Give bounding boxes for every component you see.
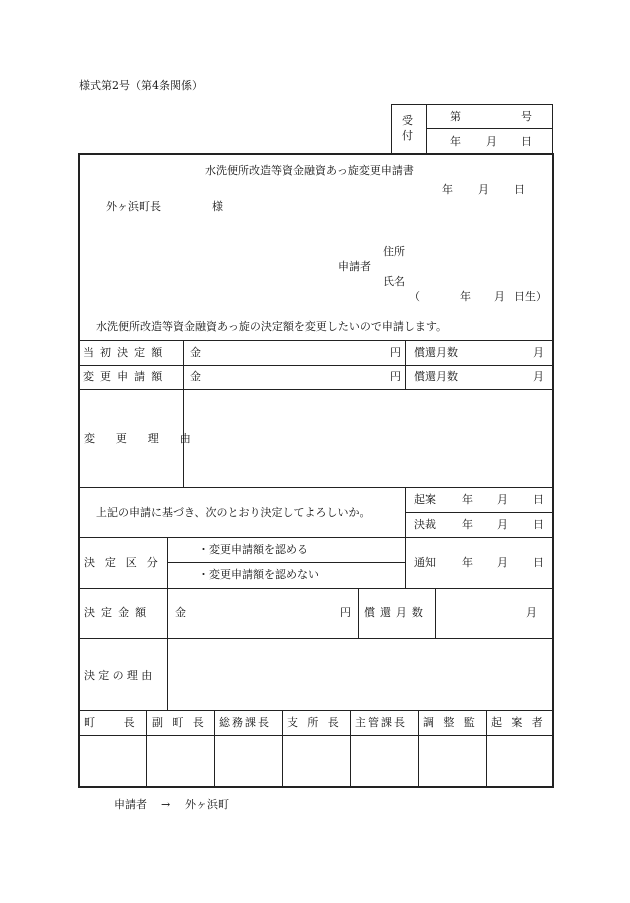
notice-year: 年 xyxy=(462,556,473,569)
address-label: 住所 xyxy=(383,245,405,258)
sig-section-chief: 主管課長 xyxy=(355,716,407,729)
draft-label: 起案 xyxy=(414,493,436,506)
name-label: 氏名 xyxy=(383,275,405,288)
birth-month: 月 xyxy=(494,290,505,303)
date-year: 年 xyxy=(442,183,453,196)
sig-coordinator: 調整監 xyxy=(423,716,485,729)
change-months-label: 償還月数 xyxy=(414,370,458,383)
decision-amount-prefix: 金 xyxy=(175,606,186,619)
sig-deputy-mayor: 副町長 xyxy=(152,716,214,729)
decision-reason-label: 決定の理由 xyxy=(84,669,156,682)
sig-general-affairs: 総務課長 xyxy=(219,716,271,729)
change-amount-prefix: 金 xyxy=(190,370,201,383)
change-reason-label: 変更理由 xyxy=(84,432,212,445)
receipt-year: 年 xyxy=(450,135,461,148)
applicant-label: 申請者 xyxy=(338,260,371,273)
draft-month: 月 xyxy=(497,493,508,506)
sig-drafter: 起案者 xyxy=(491,716,553,729)
original-months-label: 償還月数 xyxy=(414,346,458,359)
original-amount-prefix: 金 xyxy=(190,346,201,359)
decision-months-label: 償還月数 xyxy=(364,606,428,619)
original-months-unit: 月 xyxy=(533,346,544,359)
receipt-day: 日 xyxy=(521,135,532,148)
notice-month: 月 xyxy=(497,556,508,569)
notice-day: 日 xyxy=(533,556,544,569)
approval-statement: 上記の申請に基づき、次のとおり決定してよろしいか。 xyxy=(96,506,371,519)
decision-amount-label: 決定金額 xyxy=(84,606,153,619)
form-id: 様式第2号（第4条関係） xyxy=(79,79,203,92)
receipt-number-suffix: 号 xyxy=(521,110,532,123)
sig-mayor: 町長 xyxy=(84,716,164,729)
sig-branch-head: 支所長 xyxy=(287,716,349,729)
draft-year: 年 xyxy=(462,493,473,506)
receipt-number-prefix: 第 xyxy=(450,110,461,123)
draft-day: 日 xyxy=(533,493,544,506)
option-approve[interactable]: ・変更申請額を認める xyxy=(198,543,308,556)
notice-label: 通知 xyxy=(414,556,436,569)
change-months-unit: 月 xyxy=(533,370,544,383)
original-amount-unit: 円 xyxy=(390,346,401,359)
birth-day: 日生） xyxy=(514,290,547,303)
honorific: 様 xyxy=(212,200,223,213)
change-amount-label: 変更申請額 xyxy=(83,370,169,383)
receipt-label: 受付 xyxy=(402,114,413,142)
decision-category-label: 決定区分 xyxy=(84,556,168,569)
request-statement: 水洗便所改造等資金融資あっ旋の決定額を変更したいので申請します。 xyxy=(96,320,448,333)
birth-year: 年 xyxy=(460,290,471,303)
option-reject[interactable]: ・変更申請額を認めない xyxy=(198,568,319,581)
footer-to: 外ヶ浜町 xyxy=(185,798,229,811)
original-amount-label: 当初決定額 xyxy=(83,346,169,359)
receipt-month: 月 xyxy=(486,135,497,148)
footer-from: 申請者 xyxy=(114,798,147,811)
decision-date-label: 決裁 xyxy=(414,518,436,531)
footer-arrow: → xyxy=(161,798,171,811)
date-day: 日 xyxy=(514,183,525,196)
form-title: 水洗便所改造等資金融資あっ旋変更申請書 xyxy=(205,164,414,177)
birth-open: （ xyxy=(409,290,420,303)
decision-year: 年 xyxy=(462,518,473,531)
decision-day: 日 xyxy=(533,518,544,531)
decision-months-unit: 月 xyxy=(526,606,537,619)
change-amount-unit: 円 xyxy=(390,370,401,383)
decision-amount-unit: 円 xyxy=(340,606,351,619)
addressee: 外ヶ浜町長 xyxy=(106,200,161,213)
decision-month: 月 xyxy=(497,518,508,531)
date-month: 月 xyxy=(478,183,489,196)
